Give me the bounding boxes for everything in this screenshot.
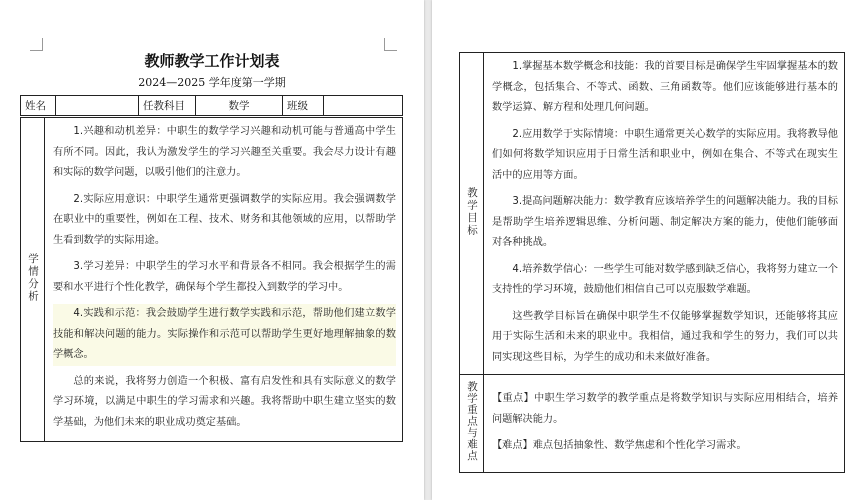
- teaching-goals-paragraph: 3.提高问题解决能力：数学教育应该培养学生的问题解决能力。我的目标是帮助学生培养逻辑思维、分析问题、制定解决方案的能力，使他们能够面对各种挑战。: [492, 196, 838, 248]
- teaching-goals-label-cell: [460, 53, 484, 375]
- goals-and-keypoints-table: [459, 52, 845, 473]
- key-point-paragraph: [492, 389, 838, 430]
- page-title: 教师教学工作计划表: [144, 52, 280, 70]
- learning-analysis-paragraph: 4.实践和示范：我会鼓励学生进行数学实践和示范，帮助他们建立数学技能和解决问题的能力。实际操作和示范可以帮助学生更好地理解抽象的数学概念。: [53, 304, 396, 366]
- teaching-goals-paragraph: 1.掌握基本数学概念和技能：我的首要目标是确保学生牢固掌握基本的数学概念，包括集合、不等式、函数、三角函数等。他们应该能够进行基本的数学运算、解方程和处理几何问题。: [492, 61, 838, 113]
- key-point-text: 中职生学习数学的教学重点是将数学知识与实际应用相结合，培养问题解决能力。: [492, 393, 839, 425]
- learning-analysis-summary: 总的来说，我将努力创造一个积极、富有启发性和具有实际意义的数学学习环境，以满足中职生的学习需求和兴趣。我将帮助中职生建立坚实的数学基础，为他们未来的职业成功奠定基础。: [53, 375, 396, 428]
- teaching-goals-paragraph: 4.培养数学信心：一些学生可能对数学感到缺乏信心，我将努力建立一个支持性的学习环境，鼓励他们相信自己可以克服数学难题。: [492, 263, 838, 295]
- learning-analysis-label-cell: [21, 118, 45, 442]
- teaching-goals-label: 教学目标: [466, 186, 478, 237]
- key-point-tag: 【重点】: [492, 393, 534, 404]
- key-points-label: 教学重点与难点: [466, 381, 478, 462]
- learning-analysis-paragraph: 1.兴趣和动机差异：中职生的数学学习兴趣和动机可能与普通高中学生有所不同。因此，我认为激发学生的学习兴趣至关重要。我会尽力设计有趣和实际的数学问题，以吸引他们的注意力。: [53, 126, 396, 178]
- subject-value: 数学: [228, 100, 250, 112]
- learning-analysis-paragraph: 2.实际应用意识：中职学生通常更强调数学的实际应用。我会强调数学在职业中的重要性，例如在工程、技术、财务和其他领域的应用，以帮助学生看到数学的实际用途。: [53, 193, 396, 246]
- learning-analysis-table: [20, 117, 403, 442]
- teaching-goals-paragraph: 2.应用数学于实际情境：中职生通常更关心数学的实际应用。我将教导他们如何将数学知识应用于日常生活和职业中，例如在集合、不等式在现实生活中的应用等方面。: [492, 128, 838, 181]
- subject-label-cell: [139, 96, 196, 116]
- learning-analysis-label: 学情分析: [27, 252, 39, 303]
- difficulty-tag: 【难点】: [492, 440, 533, 451]
- document-page-2: [432, 0, 864, 500]
- key-points-content: [484, 375, 845, 473]
- learning-analysis-content: [45, 118, 403, 442]
- info-table: [20, 95, 403, 116]
- class-label: 班级: [287, 100, 308, 112]
- key-points-label-cell: [460, 375, 484, 473]
- name-label: 姓名: [25, 100, 46, 112]
- page-subtitle: 2024—2025 学年度第一学期: [138, 76, 286, 89]
- teaching-goals-summary: 这些教学目标旨在确保中职学生不仅能够掌握数学知识，还能够将其应用于实际生活和未来的职业中。我相信，通过我和学生的努力，我们可以共同实现这些目标，为学生的成功和未来做好准备。: [492, 310, 838, 363]
- learning-analysis-paragraph: 3.学习差异：中职学生的学习水平和背景各不相同。我会根据学生的需要和水平进行个性化教学，确保每个学生都投入到数学的学习中。: [53, 261, 396, 293]
- difficulty-paragraph: [492, 436, 838, 457]
- difficulty-text: 难点包括抽象性、数学焦虑和个性化学习需求。: [532, 440, 747, 451]
- class-value-cell[interactable]: [324, 96, 403, 116]
- subject-value-cell[interactable]: [196, 96, 283, 116]
- class-label-cell: [283, 96, 324, 116]
- teaching-goals-content: [484, 53, 845, 375]
- subject-label: 任教科目: [143, 100, 185, 112]
- name-value-cell[interactable]: [56, 96, 139, 116]
- name-label-cell: [21, 96, 56, 116]
- document-page-1: [0, 0, 424, 500]
